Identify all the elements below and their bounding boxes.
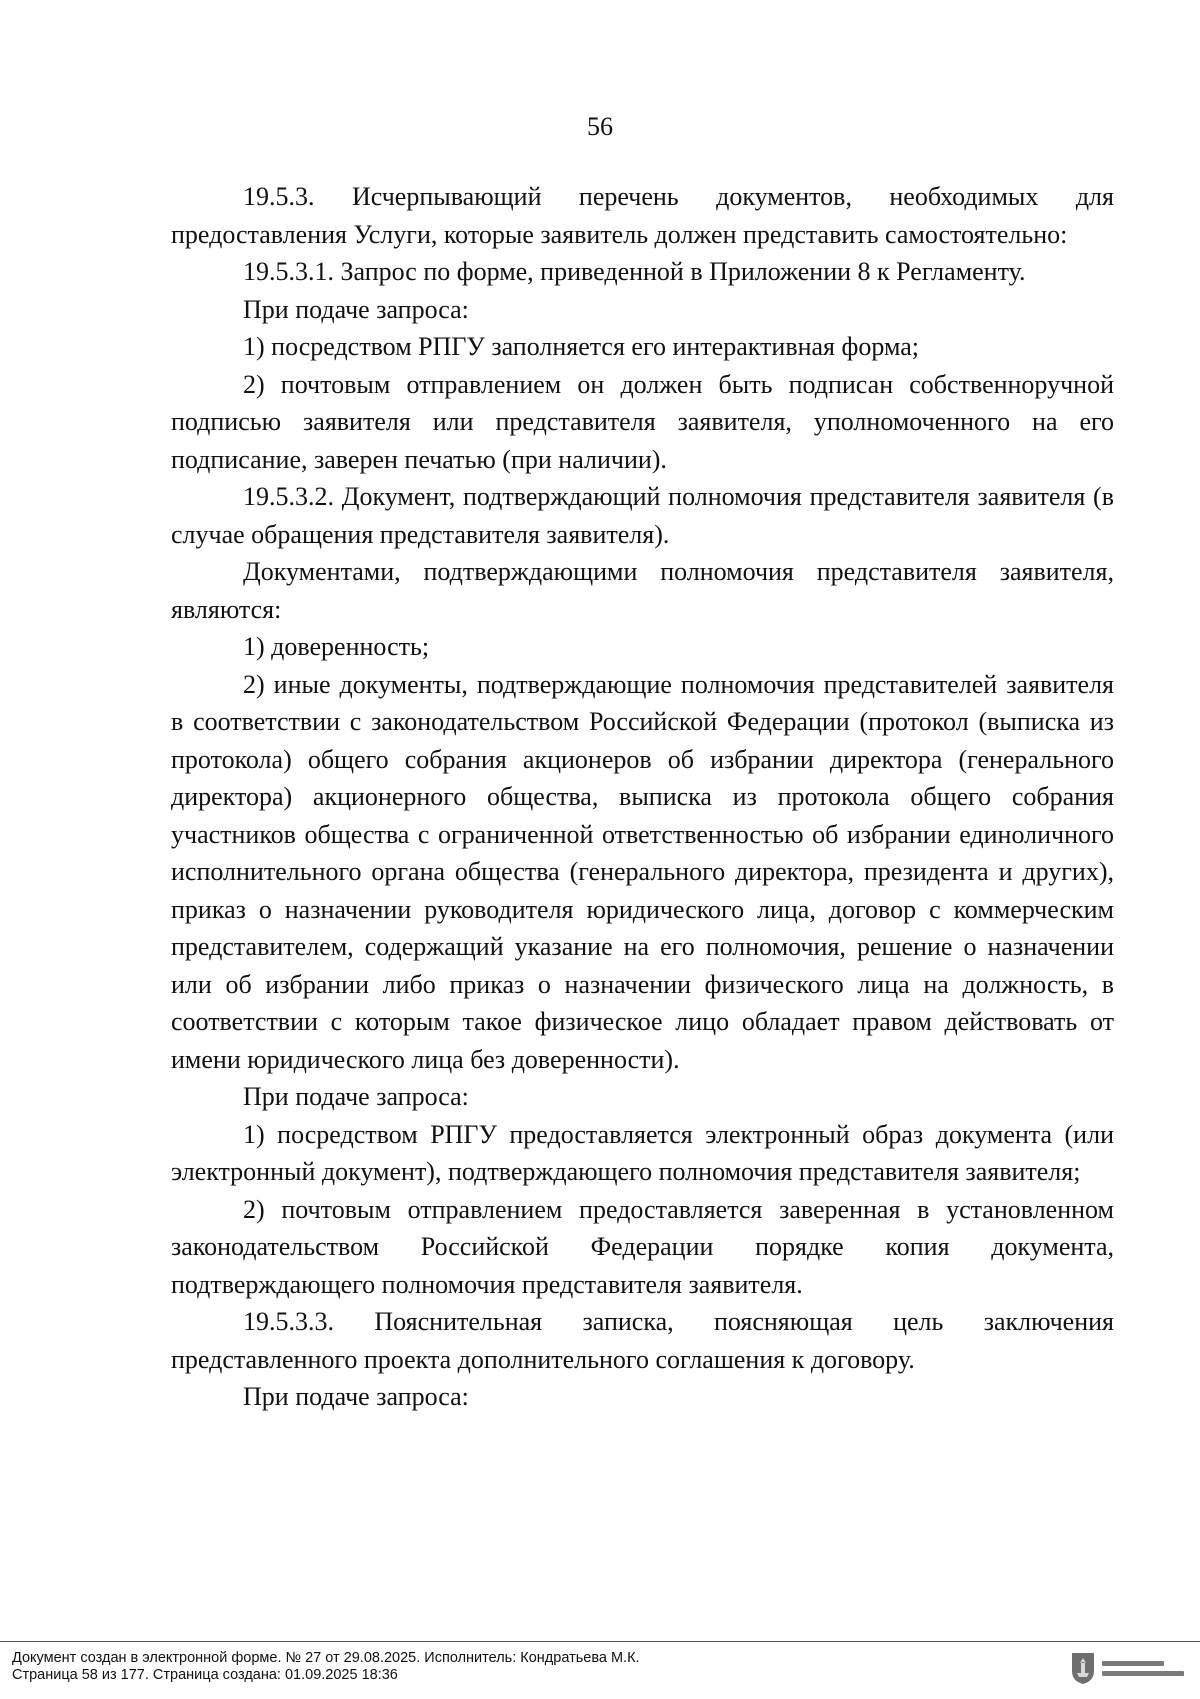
paragraph: 1) посредством РПГУ заполняется его интерактивная форма; <box>243 332 919 361</box>
page-number: 56 <box>587 112 613 141</box>
paragraph: 19.5.3.1. Запрос по форме, приведенной в Приложении 8 к Регламенту. <box>243 257 1026 286</box>
paragraph: При подаче запроса: <box>243 1382 469 1411</box>
coat-of-arms-icon <box>1070 1651 1096 1685</box>
paragraph: 1) доверенность; <box>243 632 430 661</box>
paragraph: При подаче запроса: <box>243 294 469 324</box>
paragraph: При подаче запроса: <box>243 1082 469 1111</box>
document-body <box>171 178 1114 1416</box>
paragraph: 19.5.3.3. Пояснительная записка, поясняющая цель заключения представленного проекта дополнительного соглашения к договору. <box>171 1307 1114 1374</box>
footer-page-info: Страница 58 из 177. Страница создана: 01.09.2025 18:36 <box>12 1667 398 1683</box>
paragraph: Документами, подтверждающими полномочия представителя заявителя, являются: <box>171 557 1114 624</box>
document-footer <box>0 1641 1200 1699</box>
paragraph: 2) почтовым отправлением предоставляется заверенная в установленном законодательством Российской Федерации порядке копия документа, подтверждающего полномочия представителя заявителя. <box>171 1194 1114 1299</box>
paragraph: 19.5.3. Исчерпывающий перечень документов, необходимых для предоставления Услуги, которые заявитель должен представить самостоятельно: <box>171 182 1114 249</box>
paragraph: 2) иные документы, подтверждающие полномочия представителей заявителя в соответствии с законодательством Российской Федерации (протокол (выписка из протокола) общего собрания акционеров об избрании директора (генерального директора) акционерного общества, выписка из протокола общего собрания участников общества с ограниченной ответственностью об избрании единоличного исполнительного органа общества (генерального директора, президента и других), приказ о назначении руководителя юридического лица, договор с коммерческим представителем, содержащий указание на его полномочия, решение о назначении или об избрании либо приказ о назначении физического лица на должность, в соответствии с которым такое физическое лицо обладает правом действовать от имени юридического лица без доверенности). <box>171 669 1114 1074</box>
paragraph: 19.5.3.2. Документ, подтверждающий полномочия представителя заявителя (в случае обращения представителя заявителя). <box>171 482 1114 549</box>
paragraph: 2) почтовым отправлением он должен быть подписан собственноручной подписью заявителя или представителя заявителя, уполномоченного на его подписание, заверен печатью (при наличии). <box>171 369 1114 474</box>
logo-wordmark <box>1102 1661 1184 1676</box>
footer-document-info: Документ создан в электронной форме. № 27 от 29.08.2025. Исполнитель: Кондратьева М.К. <box>12 1650 640 1666</box>
government-logo <box>1070 1648 1188 1688</box>
paragraph: 1) посредством РПГУ предоставляется электронный образ документа (или электронный документ), подтверждающего полномочия представителя заявителя; <box>171 1119 1114 1186</box>
footer-text <box>12 1650 640 1684</box>
